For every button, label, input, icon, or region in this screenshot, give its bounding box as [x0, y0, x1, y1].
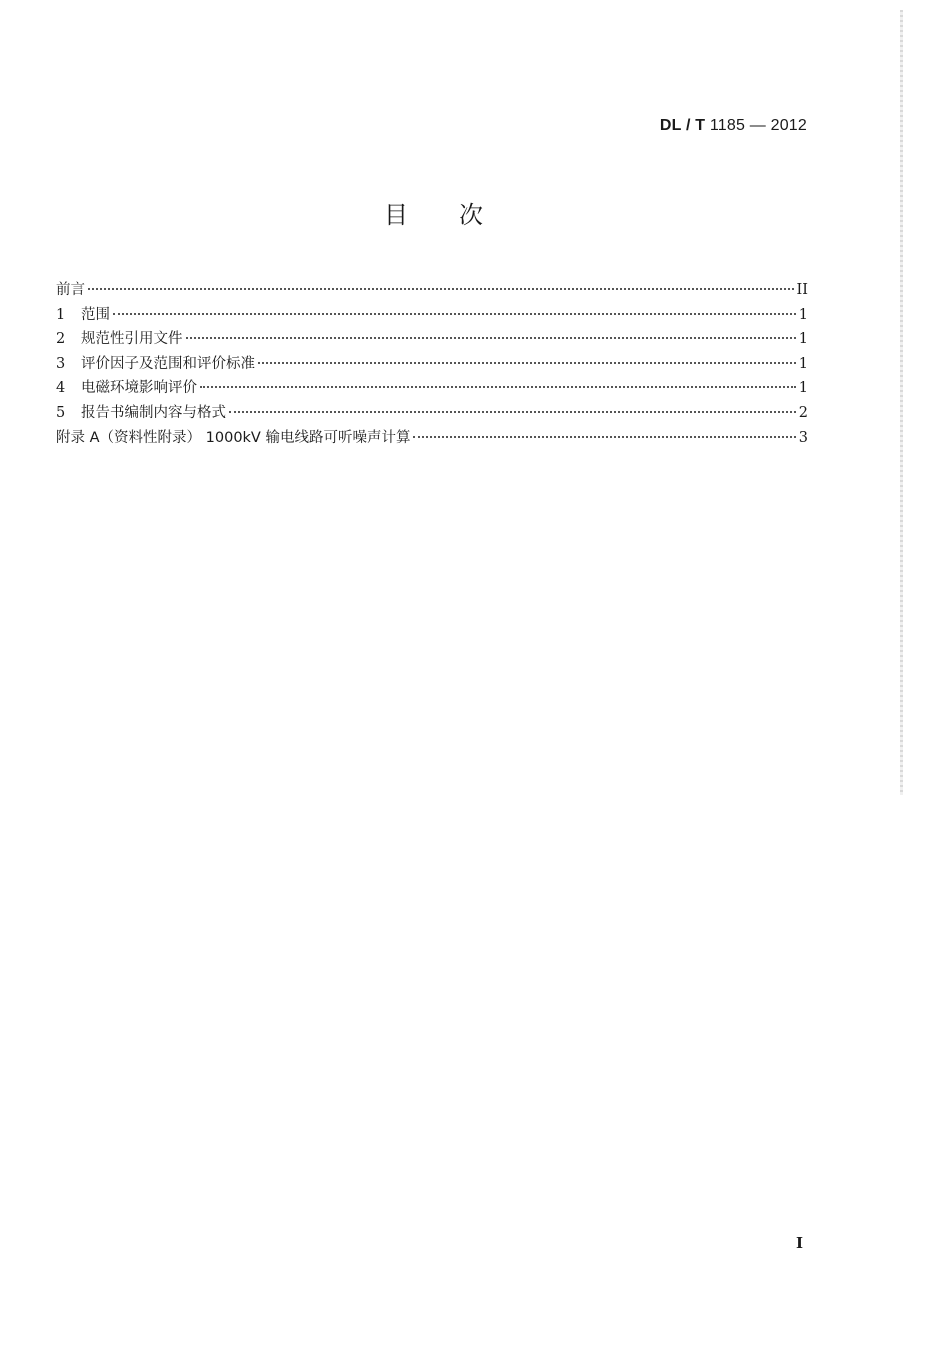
toc-entry-page: 3 — [798, 429, 808, 446]
toc-entry-normative-references[interactable] — [56, 327, 808, 352]
toc-entry-evaluation-factors[interactable] — [56, 352, 808, 377]
toc-leader-dots — [258, 362, 796, 364]
toc-entry-number: 3 — [56, 355, 66, 372]
toc-entry-report-content-format[interactable] — [56, 401, 808, 426]
toc-title — [384, 197, 484, 233]
toc-entry-scope[interactable] — [56, 303, 808, 328]
toc-entry-em-environment-assessment[interactable] — [56, 376, 808, 401]
toc-leader-dots — [88, 288, 794, 290]
toc-entry-number: 2 — [56, 331, 66, 348]
toc-entry-label: 评价因子及范围和评价标准 — [81, 355, 255, 372]
toc-leader-dots — [113, 313, 796, 315]
toc-entry-label: 规范性引用文件 — [81, 331, 183, 348]
toc-entry-page: 1 — [798, 331, 808, 348]
toc-entry-page: 1 — [798, 306, 808, 323]
toc-leader-dots — [229, 411, 796, 413]
toc-entry-page: II — [796, 282, 808, 298]
toc-entry-label: 范围 — [81, 306, 110, 323]
toc-leader-dots — [413, 436, 795, 438]
toc-entry-number: 5 — [56, 404, 66, 421]
toc-leader-dots — [186, 337, 796, 339]
toc-title-char-1: 目 — [384, 201, 408, 229]
toc-entry-page: 1 — [798, 355, 808, 372]
standard-code-prefix: DL / T — [659, 117, 706, 134]
toc-leader-dots — [200, 386, 796, 388]
toc-entry-foreword[interactable] — [56, 278, 808, 303]
scan-edge — [900, 10, 903, 795]
toc-entry-page: 2 — [798, 404, 808, 421]
toc-entry-number: 1 — [56, 306, 66, 323]
toc-entry-page: 1 — [798, 380, 808, 397]
standard-code — [660, 117, 807, 135]
toc-title-char-2: 次 — [459, 201, 483, 229]
standard-code-number: 1185 — 2012 — [705, 117, 807, 134]
toc-entry-label: 报告书编制内容与格式 — [81, 404, 226, 421]
page-number: I — [796, 1234, 804, 1252]
toc-entry-appendix-a[interactable] — [56, 426, 808, 451]
toc-entry-label: 前言 — [56, 282, 85, 298]
table-of-contents — [56, 278, 808, 450]
toc-entry-label: 电磁环境影响评价 — [81, 380, 197, 397]
toc-entry-label: 附录 A（资料性附录） 1000kV 输电线路可听噪声计算 — [56, 429, 411, 446]
toc-entry-number: 4 — [56, 380, 66, 397]
